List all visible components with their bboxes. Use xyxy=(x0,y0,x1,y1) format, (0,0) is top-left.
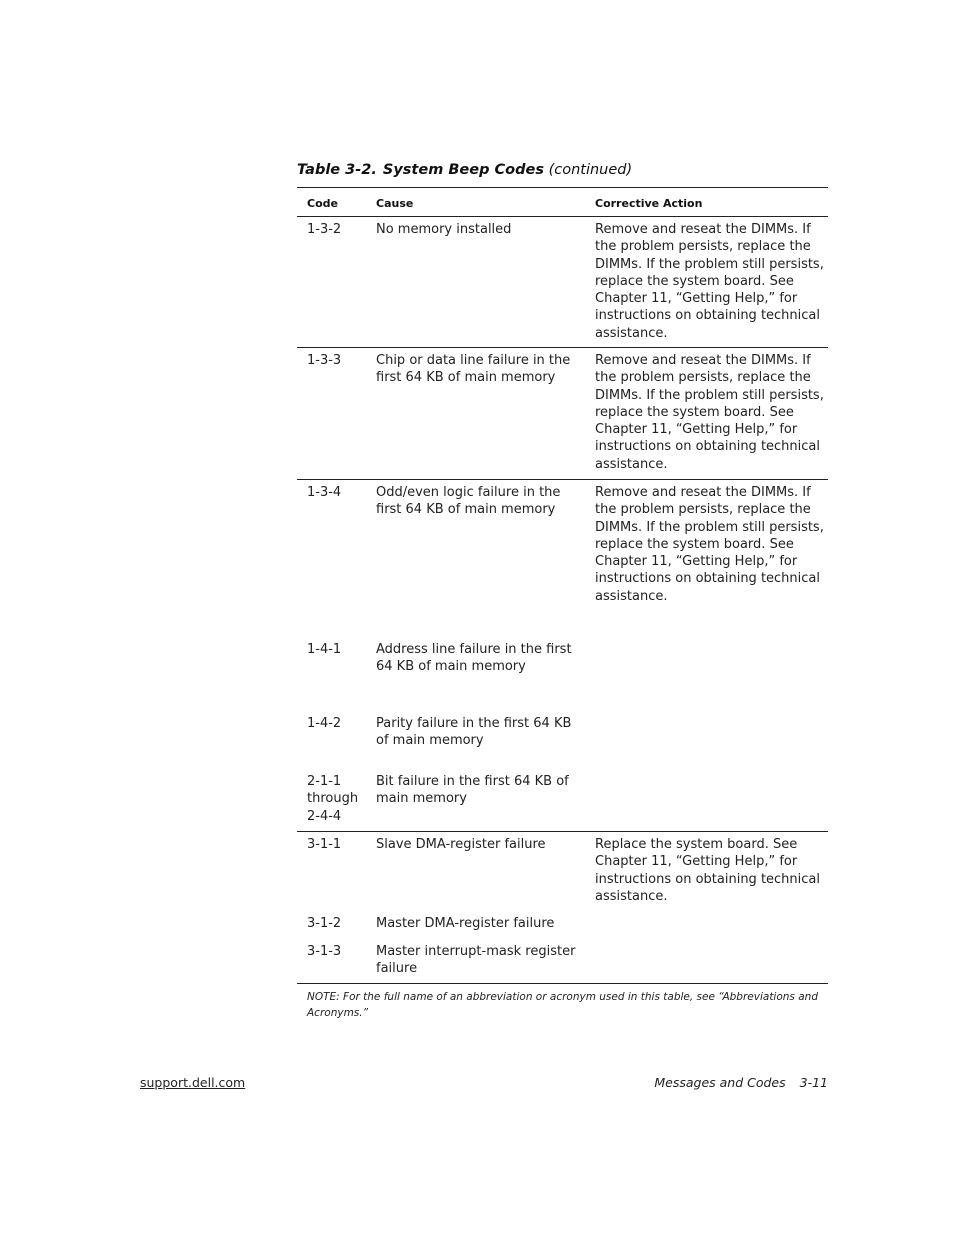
table-caption xyxy=(297,162,632,178)
cause-cell: Master interrupt-mask register failure xyxy=(376,944,576,977)
table-header-row xyxy=(297,188,828,217)
table-row xyxy=(297,771,828,832)
code-cell: 1-3-4 xyxy=(307,485,342,500)
cause-cell: Chip or data line failure in the first 64 KB of main memory xyxy=(376,353,571,386)
code-cell: 3-1-3 xyxy=(307,944,342,959)
table-row xyxy=(297,638,828,713)
page-number: 3-11 xyxy=(799,1075,828,1090)
table-row xyxy=(297,939,828,983)
table-caption-suffix: (continued) xyxy=(548,162,633,178)
action-cell: Remove and reseat the DIMMs. If the problem persists, replace the DIMMs. If the problem still persists, replace the system board. See Chapter 11, “Getting Help,” for instructions on obtaining technical assistance. xyxy=(595,353,824,472)
cause-cell: Bit failure in the first 64 KB of main memory xyxy=(376,774,569,807)
cause-cell: Parity failure in the first 64 KB of main memory xyxy=(376,716,572,749)
cause-cell: Slave DMA-register failure xyxy=(376,837,546,852)
support-link[interactable]: support.dell.com xyxy=(140,1075,246,1090)
code-cell: 3-1-1 xyxy=(307,837,342,852)
table-row xyxy=(297,348,828,480)
action-cell: Replace the system board. See Chapter 11, “Getting Help,” for instructions on obtaining technical assistance. xyxy=(595,837,820,904)
code-cell: 1-3-3 xyxy=(307,353,342,368)
section-name: Messages and Codes xyxy=(654,1075,786,1090)
action-cell: Remove and reseat the DIMMs. If the problem persists, replace the DIMMs. If the problem still persists, replace the system board. See Chapter 11, “Getting Help,” for instructions on obtaining technical assistance. xyxy=(595,485,824,604)
table-row xyxy=(297,832,828,911)
cause-cell: No memory installed xyxy=(376,222,512,237)
code-cell: 1-4-2 xyxy=(307,716,342,731)
beep-codes-table xyxy=(297,187,828,984)
cause-cell: Odd/even logic failure in the first 64 KB of main memory xyxy=(376,485,561,518)
table-row xyxy=(297,480,828,638)
code-cell: 2-1-1 through 2-4-4 xyxy=(307,774,359,824)
cause-cell: Address line failure in the first 64 KB of main memory xyxy=(376,642,572,675)
action-cell: Remove and reseat the DIMMs. If the problem persists, replace the DIMMs. If the problem still persists, replace the system board. See Chapter 11, “Getting Help,” for instructions on obtaining technical assistance. xyxy=(595,222,824,341)
header-cause: Cause xyxy=(376,197,414,210)
page-footer xyxy=(654,1075,828,1090)
table-title: System Beep Codes xyxy=(382,162,544,178)
table-number: Table 3-2. xyxy=(297,162,377,178)
code-cell: 3-1-2 xyxy=(307,916,342,931)
code-cell: 1-4-1 xyxy=(307,642,342,657)
code-cell: 1-3-2 xyxy=(307,222,342,237)
header-corrective-action: Corrective Action xyxy=(595,197,703,210)
cause-cell: Master DMA-register failure xyxy=(376,916,555,931)
table-row xyxy=(297,713,828,771)
table-note: NOTE: For the full name of an abbreviation or acronym used in this table, see “Abbreviations and Acronyms.” xyxy=(307,991,818,1019)
table-row xyxy=(297,911,828,939)
header-code: Code xyxy=(307,197,338,210)
table-row xyxy=(297,217,828,348)
